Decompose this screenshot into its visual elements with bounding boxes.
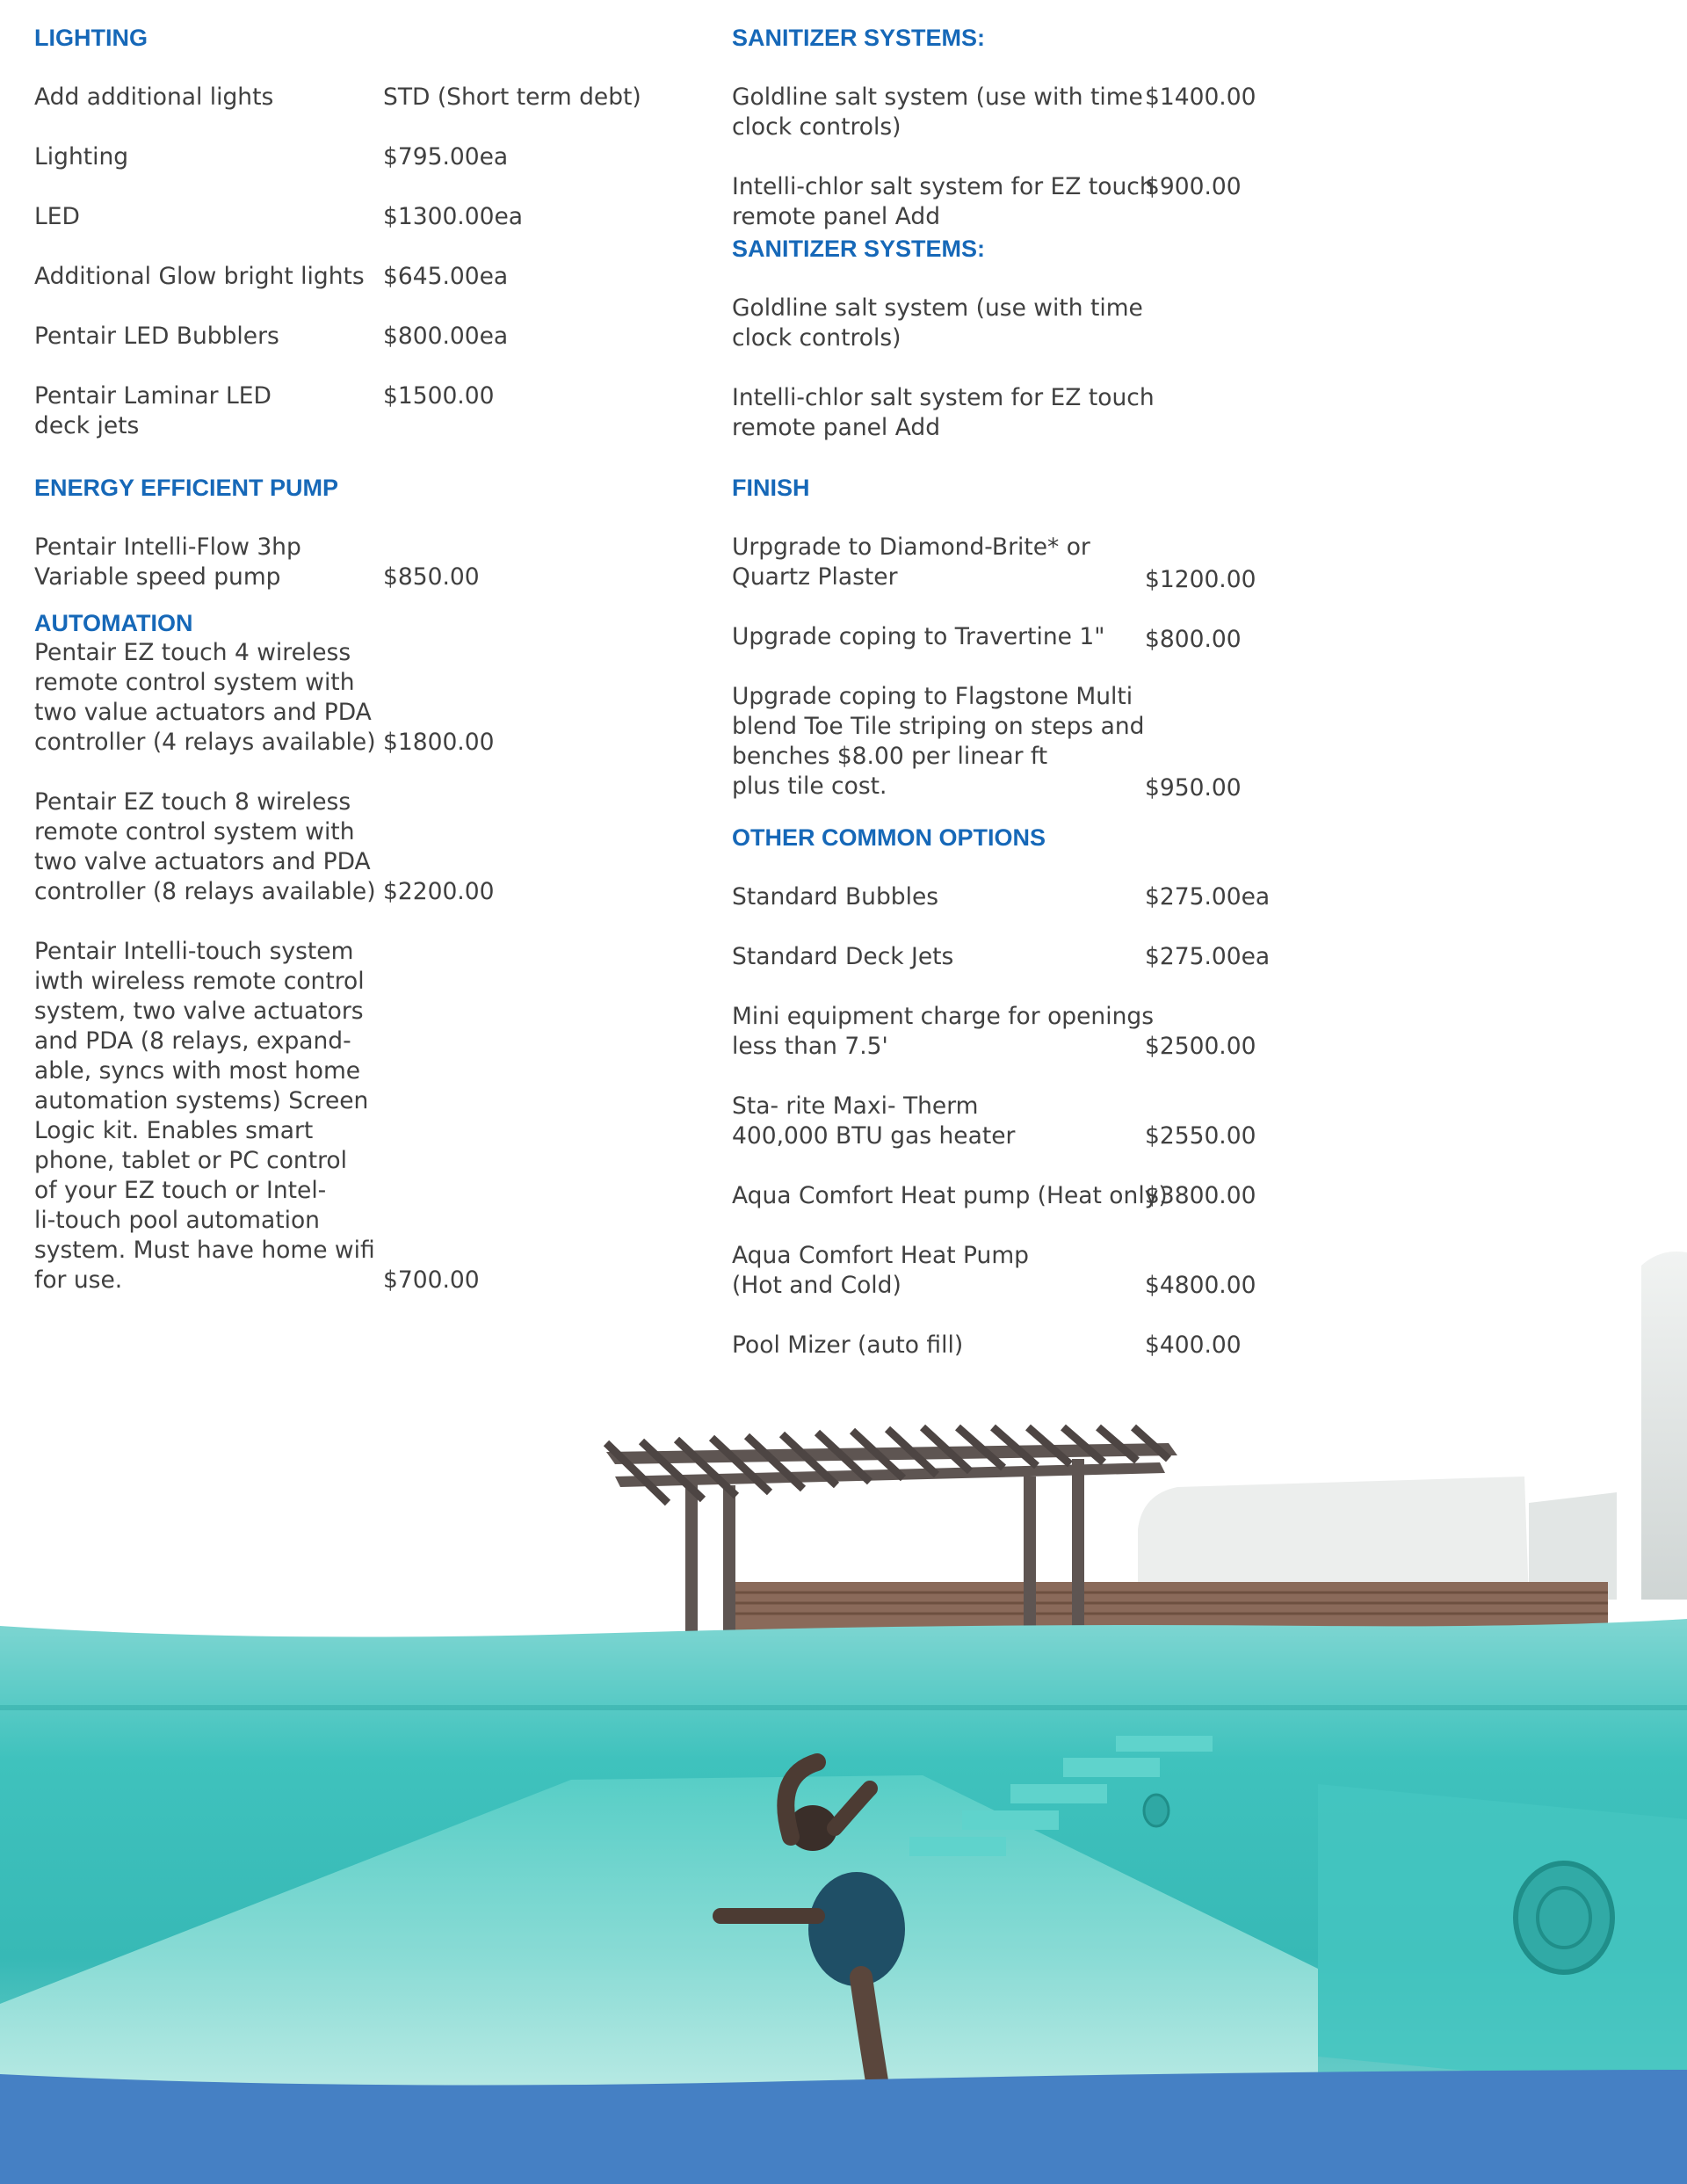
sanitizer-item-label: Intelli-chlor salt system for EZ touch remote panel Add bbox=[732, 173, 1155, 230]
other-options-heading: OTHER COMMON OPTIONS bbox=[732, 824, 1046, 851]
finish-item-price: $800.00 bbox=[1145, 626, 1242, 653]
lighting-heading: LIGHTING bbox=[34, 25, 148, 51]
pool-light bbox=[1516, 1863, 1612, 1972]
pool-ledge bbox=[1318, 1784, 1687, 2092]
sanitizer-item-price: $900.00 bbox=[1145, 173, 1242, 200]
sanitizer-item-price: $1400.00 bbox=[1145, 83, 1256, 111]
automation-item-price: $1800.00 bbox=[383, 729, 495, 756]
pool-light bbox=[1144, 1795, 1169, 1826]
sanitizer-item-label: Goldline salt system (use with time clock controls) bbox=[732, 83, 1143, 141]
lighting-item-label: LED bbox=[34, 203, 80, 230]
finish-item-price: $950.00 bbox=[1145, 774, 1242, 802]
footer-band bbox=[0, 2070, 1687, 2184]
other-item-label: Standard Bubbles bbox=[732, 883, 939, 911]
other-item-label: Aqua Comfort Heat pump (Heat only) bbox=[732, 1182, 1168, 1209]
other-item-price: $275.00ea bbox=[1145, 883, 1271, 911]
other-item-price: $275.00ea bbox=[1145, 943, 1271, 970]
pump-item-price: $850.00 bbox=[383, 563, 480, 591]
finish-item-price: $1200.00 bbox=[1145, 566, 1256, 593]
lighting-item-label: Additional Glow bright lights bbox=[34, 263, 365, 290]
other-item-label: Sta- rite Maxi- Therm 400,000 BTU gas heater bbox=[732, 1092, 1016, 1150]
automation-item-label: Pentair EZ touch 4 wireless remote control system with two value actuators and PDA controller (4 relays available) bbox=[34, 639, 376, 756]
finish-item-label: Upgrade coping to Flagstone Multi blend Toe Tile striping on steps and benches $8.00 per linear ft plus tile cost. bbox=[732, 683, 1145, 800]
sanitizer-heading: SANITIZER SYSTEMS: bbox=[732, 25, 986, 51]
automation-item-label: Pentair EZ touch 8 wireless remote control system with two valve actuators and PDA controller (8 relays available) bbox=[34, 788, 376, 905]
other-item-label: Standard Deck Jets bbox=[732, 943, 954, 970]
lighting-item-label: Pentair Laminar LED deck jets bbox=[34, 382, 272, 439]
other-item-label: Pool Mizer (auto fill) bbox=[732, 1331, 964, 1359]
lighting-item-price: $645.00ea bbox=[383, 263, 509, 290]
lighting-item-price: $795.00ea bbox=[383, 143, 509, 171]
other-item-price: $400.00 bbox=[1145, 1331, 1242, 1359]
automation-item-price: $2200.00 bbox=[383, 878, 495, 905]
other-item-price: $2550.00 bbox=[1145, 1122, 1256, 1150]
other-item-label: Mini equipment charge for openings less than 7.5' bbox=[732, 1003, 1155, 1060]
other-item-price: $3800.00 bbox=[1145, 1182, 1256, 1209]
lighting-item-price: $1500.00 bbox=[383, 382, 495, 410]
lighting-item-price: $800.00ea bbox=[383, 323, 509, 350]
sanitizer-item-label: Intelli-chlor salt system for EZ touch remote panel Add bbox=[732, 384, 1155, 441]
pump-item-label: Pentair Intelli-Flow 3hp Variable speed pump bbox=[34, 533, 301, 591]
lighting-item-price: STD (Short term debt) bbox=[383, 83, 641, 111]
fence bbox=[729, 1582, 1608, 1630]
pump-heading: ENERGY EFFICIENT PUMP bbox=[34, 475, 339, 501]
lighting-item-label: Pentair LED Bubblers bbox=[34, 323, 279, 350]
lighting-item-price: $1300.00ea bbox=[383, 203, 523, 230]
finish-item-label: Upgrade coping to Travertine 1" bbox=[732, 623, 1105, 650]
automation-heading: AUTOMATION bbox=[34, 610, 193, 636]
lighting-item-label: Add additional lights bbox=[34, 83, 274, 111]
lighting-item-label: Lighting bbox=[34, 143, 129, 171]
automation-item-label: Pentair Intelli-touch system iwth wireless remote control system, two valve actuators and PDA (8 relays, expand- able, syncs with most home automation systems) Screen Logic kit. Enables smart phone, tablet or PC control of your EZ touch or Intel- li-touch pool automation system. Must have home wifi for use. bbox=[34, 938, 375, 1294]
finish-heading: FINISH bbox=[732, 475, 810, 501]
other-item-price: $2500.00 bbox=[1145, 1033, 1256, 1060]
background-wall bbox=[1641, 1252, 1687, 1600]
pool-photo bbox=[0, 1213, 1687, 2184]
other-item-label: Aqua Comfort Heat Pump (Hot and Cold) bbox=[732, 1242, 1029, 1299]
sanitizer-heading-repeat: SANITIZER SYSTEMS: bbox=[732, 236, 986, 262]
other-item-price: $4800.00 bbox=[1145, 1272, 1256, 1299]
background-wall bbox=[1138, 1477, 1529, 1600]
automation-item-price: $700.00 bbox=[383, 1266, 480, 1294]
sanitizer-item-label: Goldline salt system (use with time clock controls) bbox=[732, 294, 1143, 352]
finish-item-label: Urpgrade to Diamond-Brite* or Quartz Plaster bbox=[732, 533, 1090, 591]
